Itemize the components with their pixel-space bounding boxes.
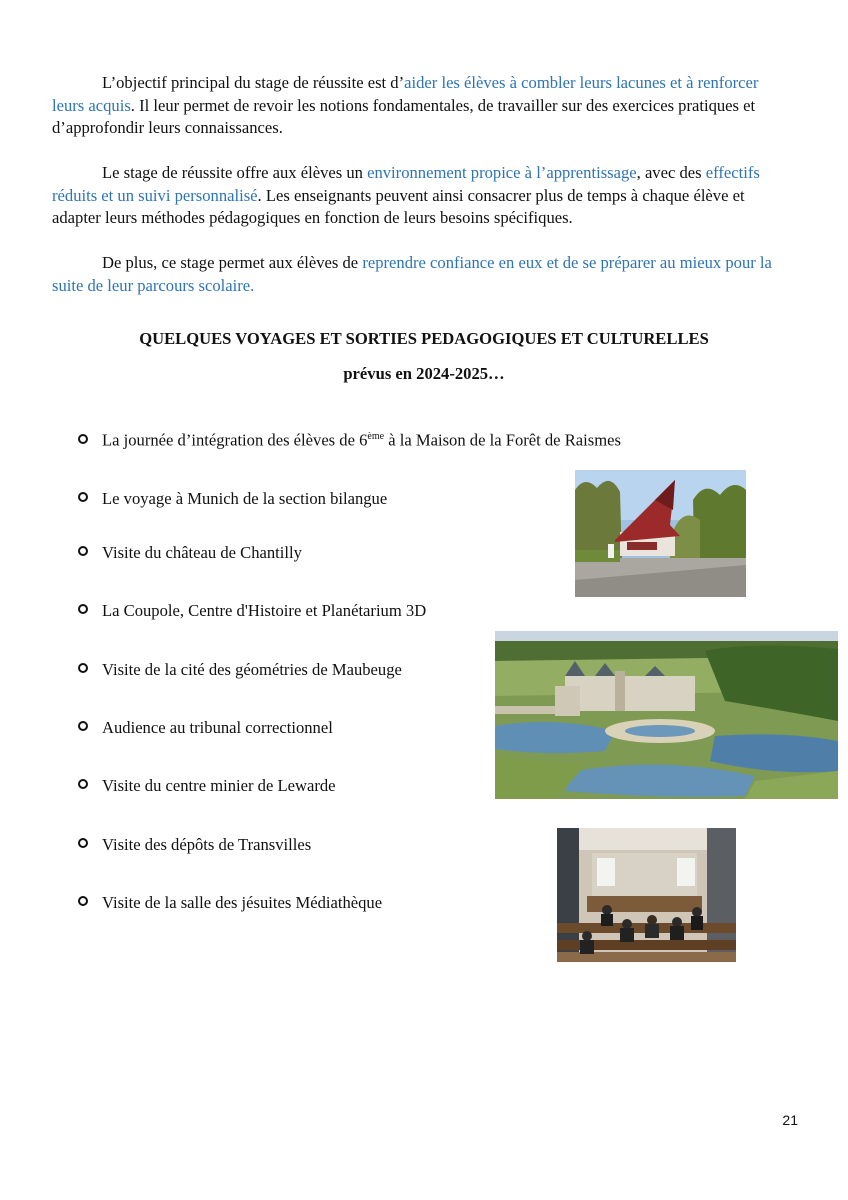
- photo-tribunal: [557, 828, 736, 962]
- paragraph-confidence: De plus, ce stage permet aux élèves de reprendre confiance en eux et de se préparer au mieux pour la suite de leur parcours scolaire.: [52, 253, 772, 295]
- list-item: La Coupole, Centre d'Histoire et Planétarium 3D: [78, 600, 426, 622]
- highlight-text: aider les élèves à combler leurs lacunes et à renforcer leurs acquis: [52, 73, 759, 115]
- circle-bullet-icon: [78, 434, 88, 444]
- circle-bullet-icon: [78, 604, 88, 614]
- list-item: La journée d’intégration des élèves de 6ème à la Maison de la Forêt de Raismes: [78, 426, 621, 452]
- list-item: Visite du château de Chantilly: [78, 542, 302, 564]
- highlight-text: reprendre confiance en eux et de se préparer au mieux pour la suite de leur parcours scolaire.: [52, 253, 772, 295]
- list-item: Audience au tribunal correctionnel: [78, 717, 333, 739]
- circle-bullet-icon: [78, 896, 88, 906]
- list-item: Visite des dépôts de Transvilles: [78, 834, 311, 856]
- circle-bullet-icon: [78, 492, 88, 502]
- circle-bullet-icon: [78, 663, 88, 673]
- photo-chateau-chantilly: [495, 631, 838, 799]
- list-item: Visite de la salle des jésuites Médiathèque: [78, 892, 382, 914]
- photo-maison-foret: [575, 470, 746, 597]
- circle-bullet-icon: [78, 721, 88, 731]
- section-subheading: prévus en 2024-2025…: [343, 364, 505, 383]
- page-number: 21: [782, 1112, 798, 1128]
- list-item: Visite de la cité des géométries de Maubeuge: [78, 659, 402, 681]
- paragraph-objective: L’objectif principal du stage de réussite est d’aider les élèves à combler leurs lacunes et à renforcer leurs acquis. Il leur permet de revoir les notions fondamentales, de travailler sur des exercices pratiques et d’approfondir leurs connaissances.: [52, 73, 759, 137]
- circle-bullet-icon: [78, 779, 88, 789]
- list-item: Le voyage à Munich de la section bilangue: [78, 488, 387, 510]
- circle-bullet-icon: [78, 838, 88, 848]
- list-item: Visite du centre minier de Lewarde: [78, 775, 336, 797]
- highlight-text: effectifs réduits et un suivi personnalisé: [52, 163, 760, 205]
- section-heading: QUELQUES VOYAGES ET SORTIES PEDAGOGIQUES ET CULTURELLES: [139, 329, 709, 348]
- circle-bullet-icon: [78, 546, 88, 556]
- paragraph-environment: Le stage de réussite offre aux élèves un environnement propice à l’apprentissage, avec des effectifs réduits et un suivi personnalisé. Les enseignants peuvent ainsi consacrer plus de temps à chaque élève et adapter leurs méthodes pédagogiques en fonction de leurs besoins spécifiques.: [52, 163, 760, 227]
- highlight-text: environnement propice à l’apprentissage: [367, 163, 637, 182]
